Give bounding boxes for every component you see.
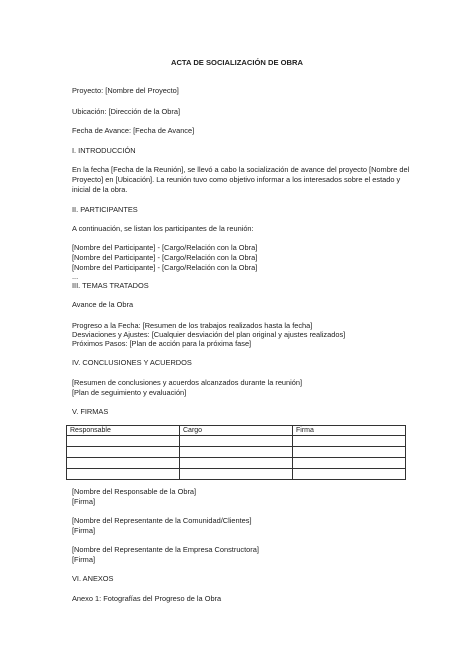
section-participantes-heading: II. PARTICIPANTES (72, 205, 138, 214)
plan-line: [Plan de seguimiento y evaluación] (72, 388, 187, 397)
introduccion-paragraph: En la fecha [Fecha de la Reunión], se llevó a cabo la socialización de avance del proyecto [Nombre del Proyecto] en [Ubicación]. La reunión tuvo como objetivo informar a los interesados sobre el estado y inicial de la obra. (72, 165, 410, 194)
table-cell (293, 469, 406, 480)
proyecto-line: Proyecto: [Nombre del Proyecto] (72, 86, 179, 95)
avance-subheading: Avance de la Obra (72, 300, 134, 309)
signature-name: [Nombre del Representante de la Empresa Constructora] (72, 545, 259, 554)
section-firmas-heading: V. FIRMAS (72, 407, 109, 416)
table-row (67, 436, 406, 447)
table-cell (293, 447, 406, 458)
table-cell (293, 436, 406, 447)
ubicacion-line: Ubicación: [Dirección de la Obra] (72, 107, 181, 116)
section-introduccion-heading: I. INTRODUCCIÓN (72, 146, 136, 155)
signature-firma: [Firma] (72, 555, 95, 564)
fecha-avance-line: Fecha de Avance: [Fecha de Avance] (72, 126, 195, 135)
document-title: ACTA DE SOCIALIZACIÓN DE OBRA (170, 58, 304, 67)
table-cell (67, 458, 180, 469)
section-conclusiones-heading: IV. CONCLUSIONES Y ACUERDOS (72, 358, 192, 367)
proximos-line: Próximos Pasos: [Plan de acción para la próxima fase] (72, 339, 252, 348)
table-row (67, 458, 406, 469)
signature-firma: [Firma] (72, 526, 95, 535)
table-row (67, 447, 406, 458)
participant-line: [Nombre del Participante] - [Cargo/Relación con la Obra] (72, 263, 258, 272)
table-cell (67, 436, 180, 447)
table-header: Firma (293, 426, 406, 436)
participantes-intro: A continuación, se listan los participantes de la reunión: (72, 224, 254, 233)
table-header: Responsable (67, 426, 180, 436)
signature-firma: [Firma] (72, 497, 95, 506)
conclusiones-line: [Resumen de conclusiones y acuerdos alcanzados durante la reunión] (72, 378, 303, 387)
table-cell (180, 469, 293, 480)
section-temas-heading: III. TEMAS TRATADOS (72, 281, 149, 290)
table-header: Cargo (180, 426, 293, 436)
table-row (67, 469, 406, 480)
participant-ellipsis: ... (72, 272, 79, 281)
signature-name: [Nombre del Representante de la Comunidad/Clientes] (72, 516, 252, 525)
table-cell (67, 447, 180, 458)
table-cell (180, 458, 293, 469)
section-anexos-heading: VI. ANEXOS (72, 574, 114, 583)
progreso-line: Progreso a la Fecha: [Resumen de los trabajos realizados hasta la fecha] (72, 321, 313, 330)
desviaciones-line: Desviaciones y Ajustes: [Cualquier desviación del plan original y ajustes realizados] (72, 330, 346, 339)
table-cell (67, 469, 180, 480)
anexo-line: Anexo 1: Fotografías del Progreso de la Obra (72, 594, 222, 603)
table-cell (180, 436, 293, 447)
firmas-table (66, 425, 406, 480)
table-header-row (67, 426, 406, 436)
participant-line: [Nombre del Participante] - [Cargo/Relación con la Obra] (72, 243, 258, 252)
signature-name: [Nombre del Responsable de la Obra] (72, 487, 197, 496)
table-cell (293, 458, 406, 469)
participant-line: [Nombre del Participante] - [Cargo/Relación con la Obra] (72, 253, 258, 262)
table-cell (180, 447, 293, 458)
